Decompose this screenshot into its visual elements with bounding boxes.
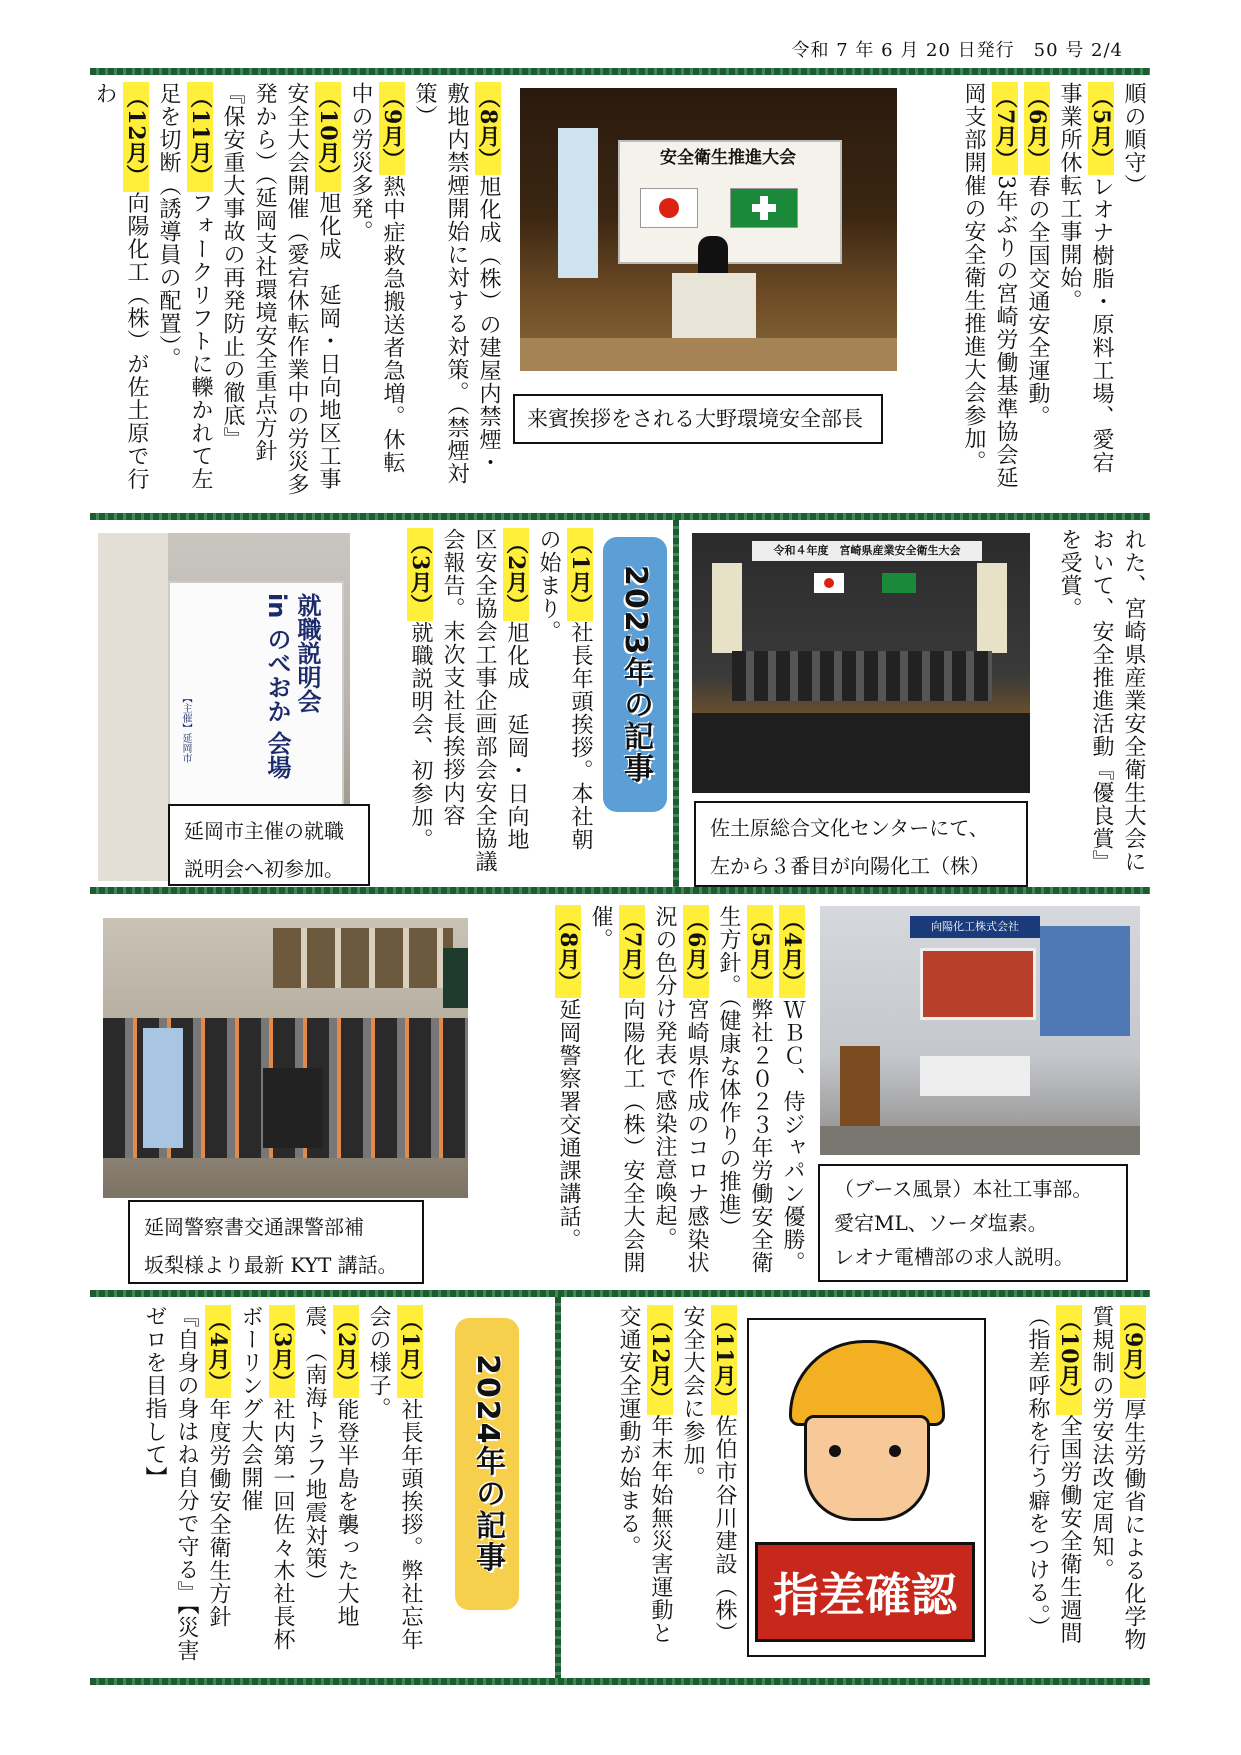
label-2023: 2023年の記事 [603,537,667,812]
sign-small: 【主催】延岡市 [180,693,191,763]
top-caption: 来賓挨拶をされる大野環境安全部長 [513,394,883,444]
lower-left-caption: 延岡警察書交通課警部補 坂梨様より最新 KYT 講話。 [128,1200,424,1284]
illustration-text: 指差確認 [755,1542,975,1642]
divider-1 [90,513,1150,520]
divider-2 [90,887,1150,894]
pointing-check-illustration [747,1318,986,1657]
stage-poster [558,128,598,278]
divider-bottom [90,1678,1150,1685]
stage-banner: 安全衛生推進大会 [660,148,796,168]
mid-right-column: れた、宮崎県産業安全衛生大会において、安全推進活動『優良賞』を受賞。 [1057,528,1146,873]
awardees-row [732,651,992,701]
divider-v1 [673,520,679,887]
sign-board [168,581,344,821]
lower-right-caption: （ブース風景）本社工事部。 愛宕ML、ソーダ塩素。 レオナ電槽部の求人説明。 [818,1164,1128,1282]
podium [672,273,756,343]
top-left-column: （8月）旭化成（株）の建屋内禁煙・敷地内禁煙開始に対する対策。（禁煙対策） （9月）熱中症救急搬送者急増。休転中の労災多発。 （10月）旭化成 延岡・日向地区工事安全大会開催（愛宕休転作業中の労災多発から）（延岡支社環境安全重点方針『保安重大事故の再発防止の徹底』 （11月）フォークリフトに轢かれて左足を切断（誘導員の配置）。 （12月）向陽化工（株）が佐土原で行わ [92,82,501,496]
divider-v2 [555,1297,561,1678]
divider-top [90,68,1150,75]
helmet [789,1340,945,1426]
booth-photo [820,906,1140,1155]
mid-left-caption: 延岡市主催の就職 説明会へ初参加。 [168,804,370,886]
mid-left-column: （1月）社長年頭挨拶。本社朝の始まり。 （2月）旭化成 延岡・日向地区安全協会工事企画部会安全協議会報告。末次支社長挨拶内容 （3月）就職説明会、初参加。 [407,528,593,873]
safety-flag [730,188,798,228]
bottom-left-column: （1月）社長年頭挨拶。弊社忘年会の様子。 （2月）能登半島を襲った大地震、（南海トラフ地震対策） （3月）社内第一回佐々木社長杯ボーリング大会開催 （4月）年度労働安全衛生方針『自身の身はね自分で守る』【災害ゼロを目指して】 [142,1305,423,1662]
booth-sign: 向陽化工株式会社 [931,920,1019,933]
officer [143,1028,183,1148]
label-2024: 2024年の記事 [455,1318,519,1610]
stage-photo [520,88,897,371]
japan-flag [640,188,698,228]
award-photo [692,533,1030,793]
projection-screen [920,948,1036,1020]
top-right-column: 順の順守） （5月）レオナ樹脂・原料工場、愛宕事業所休転工事開始。 （6月）春の全国交通安全運動。 （7月）3年ぶりの宮崎労働基準協会延岡支部開催の安全衛生推進大会参加。 [961,82,1146,490]
bottom-center-column: （11月）佐伯市谷川建設（株）安全大会に参加。 （12月）年末年始無災害運動と交通安全運動が始まる。 [616,1305,737,1645]
sign-title: 就職説明会 [293,593,321,713]
police-lecture-photo [103,918,468,1198]
divider-3 [90,1290,1150,1297]
lower-column: （4月）ＷＢＣ、侍ジャパン優勝。 （5月）弊社２０２３年労働安全衛生方針。（健康な体作りの推進） （6月）宮崎県作成のコロナ感染状況の色分け発表で感染注意喚起。 （7月）向陽化工（株）安全大会開催。 （8月）延岡警察署交通課講話。 [555,905,805,1275]
face [804,1415,930,1521]
bottom-right-column: （9月）厚生労働省による化学物質規制の労安法改定周知。 （10月）全国労働安全衛生週間（指差呼称を行う癖をつける。） [1025,1305,1146,1652]
sign-subtitle: in のべおか 会場 [263,593,291,780]
award-banner: 令和４年度 宮崎県産業安全衛生大会 [773,544,961,557]
mid-right-caption: 佐土原総合文化センターにて、 左から３番目が向陽化工（株） [694,801,1028,887]
issue-line: 令和 7 年 6 月 20 日発行 50 号 2/4 [791,40,1123,61]
